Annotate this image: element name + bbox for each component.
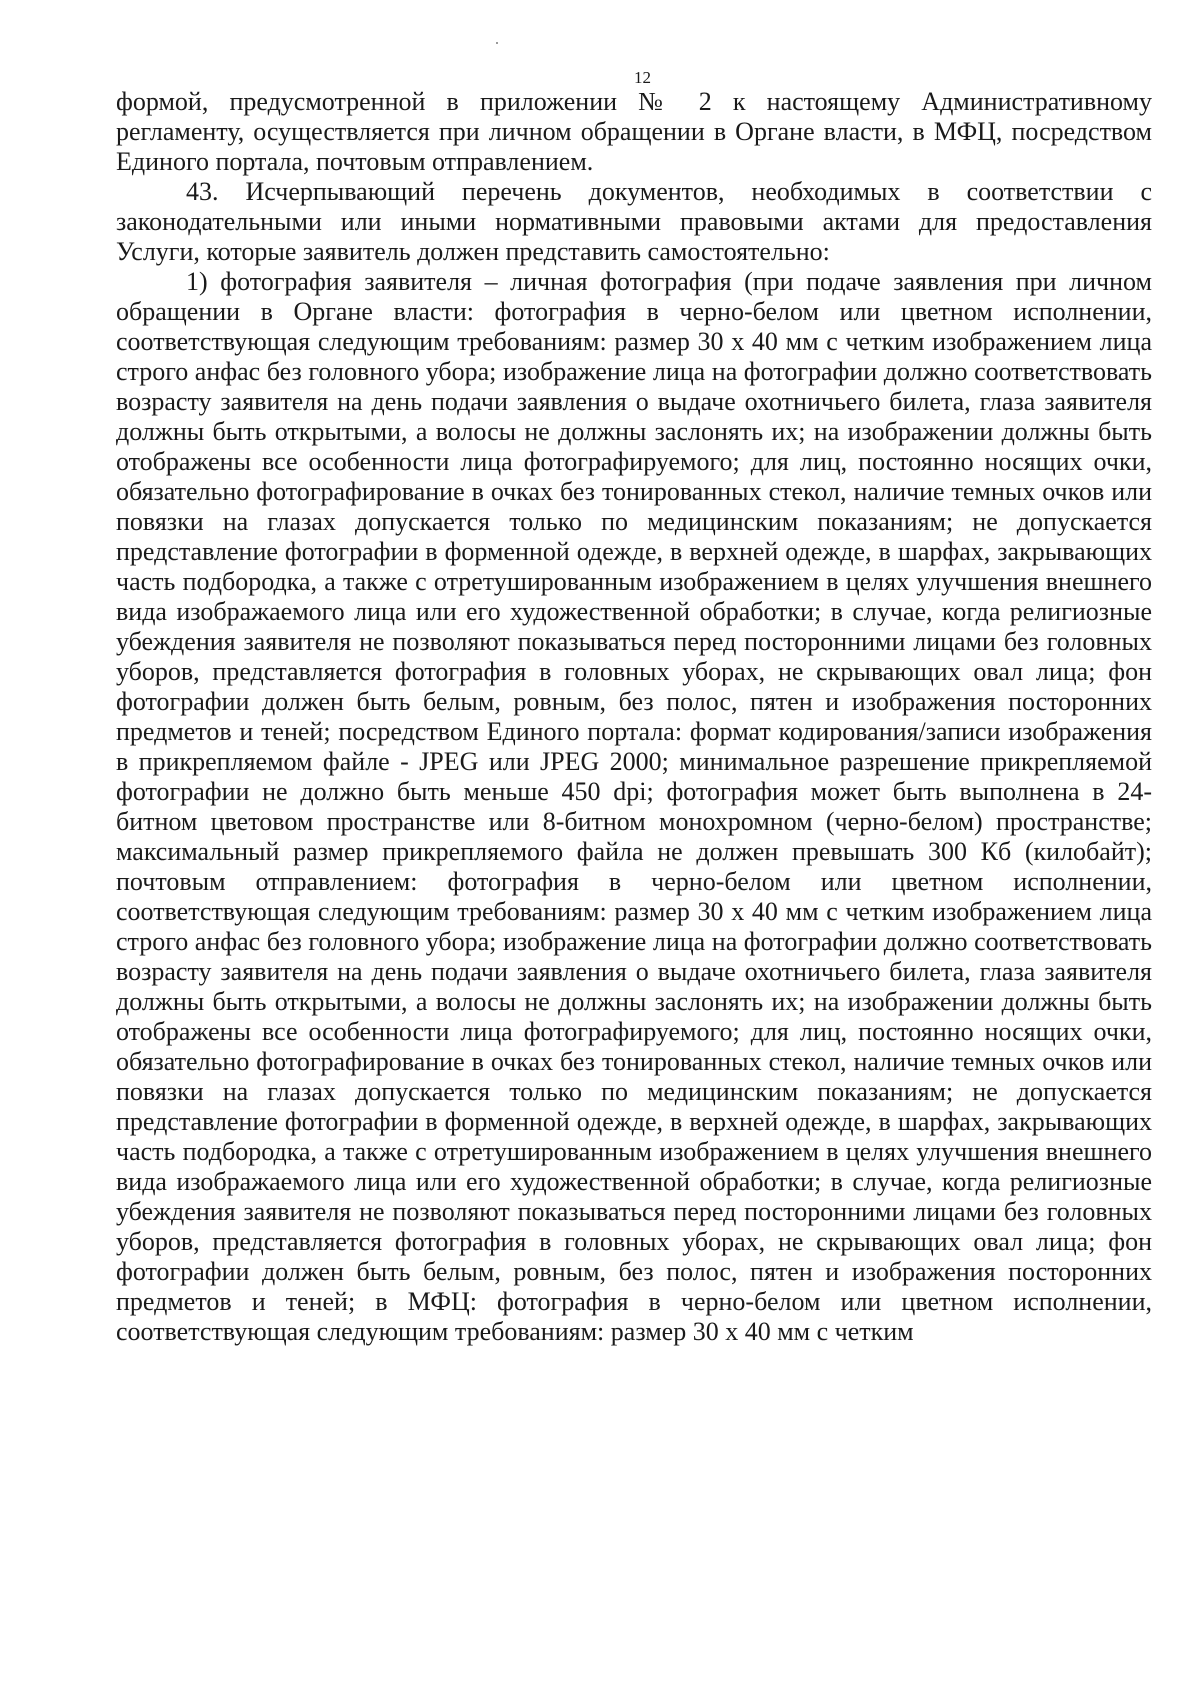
scan-speck-decoration — [496, 42, 498, 44]
paragraph-subitem-1-photo-requirements: 1) фотография заявителя – личная фотография (при подаче заявления при личном обращении в Органе власти: фотография в черно-белом или цветном исполнении, соответствующая следующим требованиям: размер 30 х 40 мм с четким изображением лица строго анфас без головного убора; изображение лица на фотографии должно соответствовать возрасту заявителя на день подачи заявления о выдаче охотничьего билета, глаза заявителя должны быть открытыми, а волосы не должны заслонять их; на изображении должны быть отображены все особенности лица фотографируемого; для лиц, постоянно носящих очки, обязательно фотографирование в очках без тонированных стекол, наличие темных очков или повязки на глазах допускается только по медицинским показаниям; не допускается представление фотографии в форменной одежде, в верхней одежде, в шарфах, закрывающих часть подбородка, а также с отретушированным изображением в целях улучшения внешнего вида изображаемого лица или его художественной обработки; в случае, когда религиозные убеждения заявителя не позволяют показываться перед посторонними лицами без головных уборов, представляется фотография в головных уборах, не скрывающих овал лица; фон фотографии должен быть белым, ровным, без полос, пятен и изображения посторонних предметов и теней; посредством Единого портала: формат кодирования/записи изображения в прикрепляемом файле - JPEG или JPEG 2000; минимальное разрешение прикрепляемой фотографии не должно быть меньше 450 dpi; фотография может быть выполнена в 24-битном цветовом пространстве или 8-битном монохромном (черно-белом) пространстве; максимальный размер прикрепляемого файла не должен превышать 300 Кб (килобайт); почтовым отправлением: фотография в черно-белом или цветном исполнении, соответствующая следующим требованиям: размер 30 х 40 мм с четким изображением лица строго анфас без головного убора; изображение лица на фотографии должно соответствовать возрасту заявителя на день подачи заявления о выдаче охотничьего билета, глаза заявителя должны быть открытыми, а волосы не должны заслонять их; на изображении должны быть отображены все особенности лица фотографируемого; для лиц, постоянно носящих очки, обязательно фотографирование в очках без тонированных стекол, наличие темных очков или повязки на глазах допускается только по медицинским показаниям; не допускается представление фотографии в форменной одежде, в верхней одежде, в шарфах, закрывающих часть подбородка, а также с отретушированным изображением в целях улучшения внешнего вида изображаемого лица или его художественной обработки; в случае, когда религиозные убеждения заявителя не позволяют показываться перед посторонними лицами без головных уборов, представляется фотография в головных уборах, не скрывающих овал лица; фон фотографии должен быть белым, ровным, без полос, пятен и изображения посторонних предметов и теней; в МФЦ: фотография в черно-белом или цветном исполнении, соответствующая следующим требованиям: размер 30 х 40 мм с четким — [116, 267, 1152, 1346]
paragraph-item-43: 43. Исчерпывающий перечень документов, необходимых в соответствии с законодательными или иными нормативными правовыми актами для предоставления Услуги, которые заявитель должен представить самостоятельно: — [116, 177, 1152, 266]
document-body — [116, 87, 1152, 1347]
paragraph-continuation: формой, предусмотренной в приложении № 2 к настоящему Административному регламенту, осуществляется при личном обращении в Органе власти, в МФЦ, посредством Единого портала, почтовым отправлением. — [116, 87, 1152, 176]
page-number: 12 — [634, 68, 651, 87]
